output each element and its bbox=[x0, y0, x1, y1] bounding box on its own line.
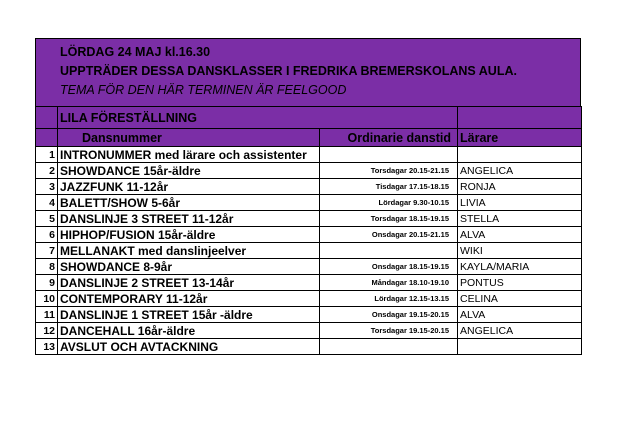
program-sheet bbox=[35, 38, 581, 355]
row-number: 7 bbox=[36, 243, 58, 259]
row-number: 1 bbox=[36, 147, 58, 163]
teacher-name: ALVA bbox=[458, 227, 582, 243]
dance-time: Lördagar 12.15-13.15 bbox=[320, 291, 458, 307]
table-row bbox=[36, 323, 582, 339]
column-header-time: Ordinarie danstid bbox=[320, 129, 458, 147]
table-row bbox=[36, 291, 582, 307]
table-row bbox=[36, 179, 582, 195]
row-number: 5 bbox=[36, 211, 58, 227]
dance-time: Torsdagar 19.15-20.15 bbox=[320, 323, 458, 339]
teacher-name: RONJA bbox=[458, 179, 582, 195]
row-number: 4 bbox=[36, 195, 58, 211]
table-row bbox=[36, 275, 582, 291]
dance-time: Onsdagar 18.15-19.15 bbox=[320, 259, 458, 275]
row-number: 11 bbox=[36, 307, 58, 323]
table-row bbox=[36, 195, 582, 211]
program-header bbox=[35, 38, 581, 106]
dance-name: INTRONUMMER med lärare och assistenter bbox=[58, 147, 320, 163]
dance-name: SHOWDANCE 8-9år bbox=[58, 259, 320, 275]
row-number: 2 bbox=[36, 163, 58, 179]
row-number: 12 bbox=[36, 323, 58, 339]
teacher-name: ANGELICA bbox=[458, 323, 582, 339]
teacher-name: WIKI bbox=[458, 243, 582, 259]
program-table bbox=[35, 106, 582, 355]
section-row bbox=[36, 107, 582, 129]
table-row bbox=[36, 147, 582, 163]
event-date: LÖRDAG 24 MAJ kl.16.30 bbox=[60, 45, 211, 59]
row-number: 10 bbox=[36, 291, 58, 307]
table-row bbox=[36, 339, 582, 355]
dance-name: DANSLINJE 2 STREET 13-14år bbox=[58, 275, 320, 291]
teacher-name bbox=[458, 147, 582, 163]
row-number: 9 bbox=[36, 275, 58, 291]
column-header-name: Dansnummer bbox=[58, 129, 320, 147]
dance-name: DANSLINJE 3 STREET 11-12år bbox=[58, 211, 320, 227]
row-number: 3 bbox=[36, 179, 58, 195]
row-number: 13 bbox=[36, 339, 58, 355]
teacher-name: PONTUS bbox=[458, 275, 582, 291]
dance-name: SHOWDANCE 15år-äldre bbox=[58, 163, 320, 179]
dance-name: AVSLUT OCH AVTACKNING bbox=[58, 339, 320, 355]
table-row bbox=[36, 259, 582, 275]
teacher-name: LIVIA bbox=[458, 195, 582, 211]
dance-time bbox=[320, 147, 458, 163]
dance-time: Onsdagar 20.15-21.15 bbox=[320, 227, 458, 243]
table-row bbox=[36, 307, 582, 323]
teacher-name: KAYLA/MARIA bbox=[458, 259, 582, 275]
dance-time bbox=[320, 339, 458, 355]
teacher-name: CELINA bbox=[458, 291, 582, 307]
section-title: LILA FÖRESTÄLLNING bbox=[58, 107, 458, 129]
table-row bbox=[36, 163, 582, 179]
teacher-name: ANGELICA bbox=[458, 163, 582, 179]
teacher-name: STELLA bbox=[458, 211, 582, 227]
dance-time bbox=[320, 243, 458, 259]
table-row bbox=[36, 211, 582, 227]
dance-name: DANSLINJE 1 STREET 15år -äldre bbox=[58, 307, 320, 323]
dance-name: BALETT/SHOW 5-6år bbox=[58, 195, 320, 211]
dance-time: Lördagar 9.30-10.15 bbox=[320, 195, 458, 211]
dance-name: MELLANAKT med danslinjeelver bbox=[58, 243, 320, 259]
column-header-teacher: Lärare bbox=[458, 129, 582, 147]
dance-name: JAZZFUNK 11-12år bbox=[58, 179, 320, 195]
dance-name: HIPHOP/FUSION 15år-äldre bbox=[58, 227, 320, 243]
column-header-row bbox=[36, 129, 582, 147]
row-number: 6 bbox=[36, 227, 58, 243]
table-row bbox=[36, 243, 582, 259]
dance-time: Onsdagar 19.15-20.15 bbox=[320, 307, 458, 323]
dance-time: Torsdagar 18.15-19.15 bbox=[320, 211, 458, 227]
dance-time: Tisdagar 17.15-18.15 bbox=[320, 179, 458, 195]
event-theme: TEMA FÖR DEN HÄR TERMINEN ÄR FEELGOOD bbox=[60, 83, 347, 97]
dance-name: CONTEMPORARY 11-12år bbox=[58, 291, 320, 307]
teacher-name bbox=[458, 339, 582, 355]
dance-time: Torsdagar 20.15-21.15 bbox=[320, 163, 458, 179]
dance-name: DANCEHALL 16år-äldre bbox=[58, 323, 320, 339]
dance-time: Måndagar 18.10-19.10 bbox=[320, 275, 458, 291]
table-row bbox=[36, 227, 582, 243]
row-number: 8 bbox=[36, 259, 58, 275]
teacher-name: ALVA bbox=[458, 307, 582, 323]
event-description: UPPTRÄDER DESSA DANSKLASSER I FREDRIKA BREMERSKOLANS AULA. bbox=[60, 64, 517, 78]
